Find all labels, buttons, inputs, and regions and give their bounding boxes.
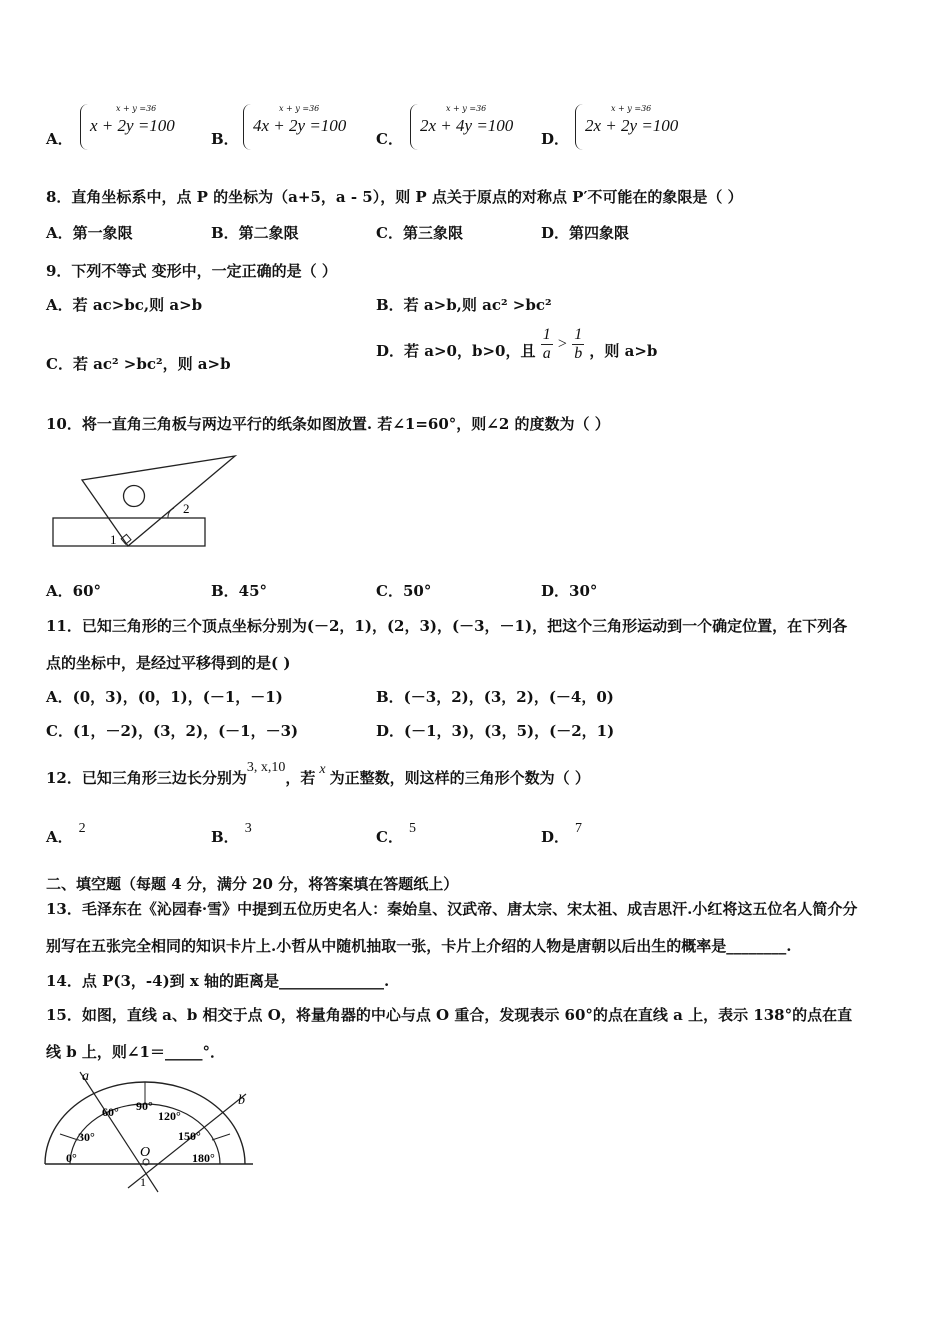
q7-option-c-system	[410, 104, 535, 154]
triangle-ruler	[82, 456, 235, 546]
q10-stem: 10．将一直角三角板与两边平行的纸条如图放置. 若∠1=60°，则∠2 的度数为（ ）	[46, 415, 610, 433]
q8-stem: 8．直角坐标系中，点 P 的坐标为（a+5，a - 5），则 P 点关于原点的对称点 P′不可能在的象限是（ ）	[46, 188, 743, 206]
q12-option-d: D． 7	[541, 821, 583, 846]
q12-sides: 3, x,10	[246, 760, 286, 775]
q12-option-b: B． 3	[211, 821, 252, 846]
label-o: O	[140, 1145, 151, 1160]
q9-d-suffix: ，则 a>b	[589, 342, 658, 360]
q7-c-eq1: x + y =36	[446, 104, 487, 113]
q7-option-a-system	[80, 104, 200, 154]
tick-30	[60, 1134, 78, 1140]
q7-option-a-label: A．	[46, 130, 73, 148]
q10-option-b: B．45°	[211, 582, 268, 600]
label-a: a	[82, 1069, 89, 1084]
q9-d-fraction-2: $\frac{1}{b}$	[574, 326, 583, 362]
q7-c-eq2: 2x + 4y =100	[420, 116, 514, 135]
q11-option-c: C．(1，－2)，(3，2)，(－1，－3)	[46, 722, 299, 740]
q11-stem-line2: 点的坐标中，是经过平移得到的是( )	[46, 654, 291, 672]
q7-a-eq1: x + y =36	[116, 104, 157, 113]
q9-option-d	[376, 326, 657, 363]
q7-option-d-system	[575, 104, 700, 154]
label-angle-1: 1	[140, 1175, 146, 1189]
label-30-deg: 30°	[78, 1130, 95, 1144]
q12-option-c: C． 5	[376, 821, 416, 846]
q9-d-fraction-1: $\frac{1}{a}$	[542, 326, 551, 362]
label-b: b	[238, 1093, 245, 1108]
q12-stem	[46, 760, 590, 788]
q15-protractor-figure	[40, 1064, 265, 1194]
label-120-deg: 120°	[158, 1109, 181, 1123]
q8-option-c: C．第三象限	[376, 224, 463, 242]
q12-stem-suffix: 为正整数，则这样的三角形个数为（ ）	[329, 769, 590, 787]
angle-1-label: 1	[110, 532, 117, 547]
q7-d-eq1: x + y =36	[611, 104, 652, 113]
q10-option-c: C．50°	[376, 582, 432, 600]
q9-option-a: A．若 ac>bc,则 a>b	[46, 296, 203, 314]
q7-option-b-system	[243, 104, 368, 154]
section-2-title: 二、填空题（每题 4 分，满分 20 分，将答案填在答题纸上）	[46, 875, 459, 893]
q12-stem-prefix: 12．已知三角形三边长分别为	[46, 769, 247, 787]
label-150-deg: 150°	[178, 1129, 201, 1143]
q15-line1: 15．如图，直线 a、b 相交于点 O，将量角器的中心与点 O 重合，发现表示 60°的点在直线 a 上，表示 138°的点在直	[46, 1006, 853, 1024]
q10-option-a: A．60°	[46, 582, 102, 600]
angle-2-label: 2	[183, 501, 190, 516]
q7-a-eq2: x + 2y =100	[90, 116, 175, 135]
q11-option-b: B．(－3，2)，(3，2)，(－4，0)	[376, 688, 614, 706]
q11-option-a: A．(0，3)，(0，1)，(－1，－1)	[46, 688, 283, 706]
q7-b-eq2: 4x + 2y =100	[253, 116, 347, 135]
q12-var: x	[319, 762, 326, 777]
q15-line2: 线 b 上，则∠1＝_____°．	[46, 1043, 225, 1061]
q9-d-gt: >	[557, 335, 567, 353]
q8-option-d: D．第四象限	[541, 224, 630, 242]
q14-stem: 14．点 P(3，-4)到 x 轴的距离是______________.	[46, 972, 390, 990]
q7-b-eq1: x + y =36	[279, 104, 320, 113]
q11-option-d: D．(－1，3)，(3，5)，(－2，1)	[376, 722, 615, 740]
label-60-deg: 60°	[102, 1105, 119, 1119]
tick-150	[212, 1134, 230, 1140]
q11-stem-line1: 11．已知三角形的三个顶点坐标分别为(－2，1)，(2，3)，(－3，－1)，把这个三角形运动到一个确定位置，在下列各	[46, 617, 848, 635]
q7-d-eq2: 2x + 2y =100	[585, 116, 679, 135]
q9-stem: 9．下列不等式 变形中，一定正确的是（ ）	[46, 262, 337, 280]
q13-line1: 13．毛泽东在《沁园春·雪》中提到五位历史名人：秦始皇、汉武帝、唐太宗、宋太祖、成吉思汗.小红将这五位名人简介分	[46, 900, 858, 918]
q8-option-a: A．第一象限	[46, 224, 133, 242]
q9-d-prefix: D．若 a>0，b>0，且	[376, 342, 536, 360]
label-0-deg: 0°	[66, 1151, 77, 1165]
label-180-deg: 180°	[192, 1151, 215, 1165]
q8-option-b: B．第二象限	[211, 224, 299, 242]
q9-option-b: B．若 a>b,则 ac² >bc²	[376, 296, 552, 314]
q7-option-d-label: D．	[541, 130, 570, 148]
q12-stem-mid: ，若	[285, 769, 316, 787]
ruler-hole	[124, 486, 145, 507]
q13-line2: 别写在五张完全相同的知识卡片上.小哲从中随机抽取一张，卡片上介绍的人物是唐朝以后出生的概率是________.	[46, 937, 792, 955]
q10-figure	[48, 452, 238, 552]
q10-option-d: D．30°	[541, 582, 598, 600]
q7-option-b-label: B．	[211, 130, 239, 148]
q12-option-a: A． 2	[46, 821, 86, 846]
q9-option-c: C．若 ac² >bc²，则 a>b	[46, 355, 231, 373]
q7-option-c-label: C．	[376, 130, 403, 148]
angle-2-arc	[168, 508, 174, 518]
label-90-deg: 90°	[136, 1099, 153, 1113]
